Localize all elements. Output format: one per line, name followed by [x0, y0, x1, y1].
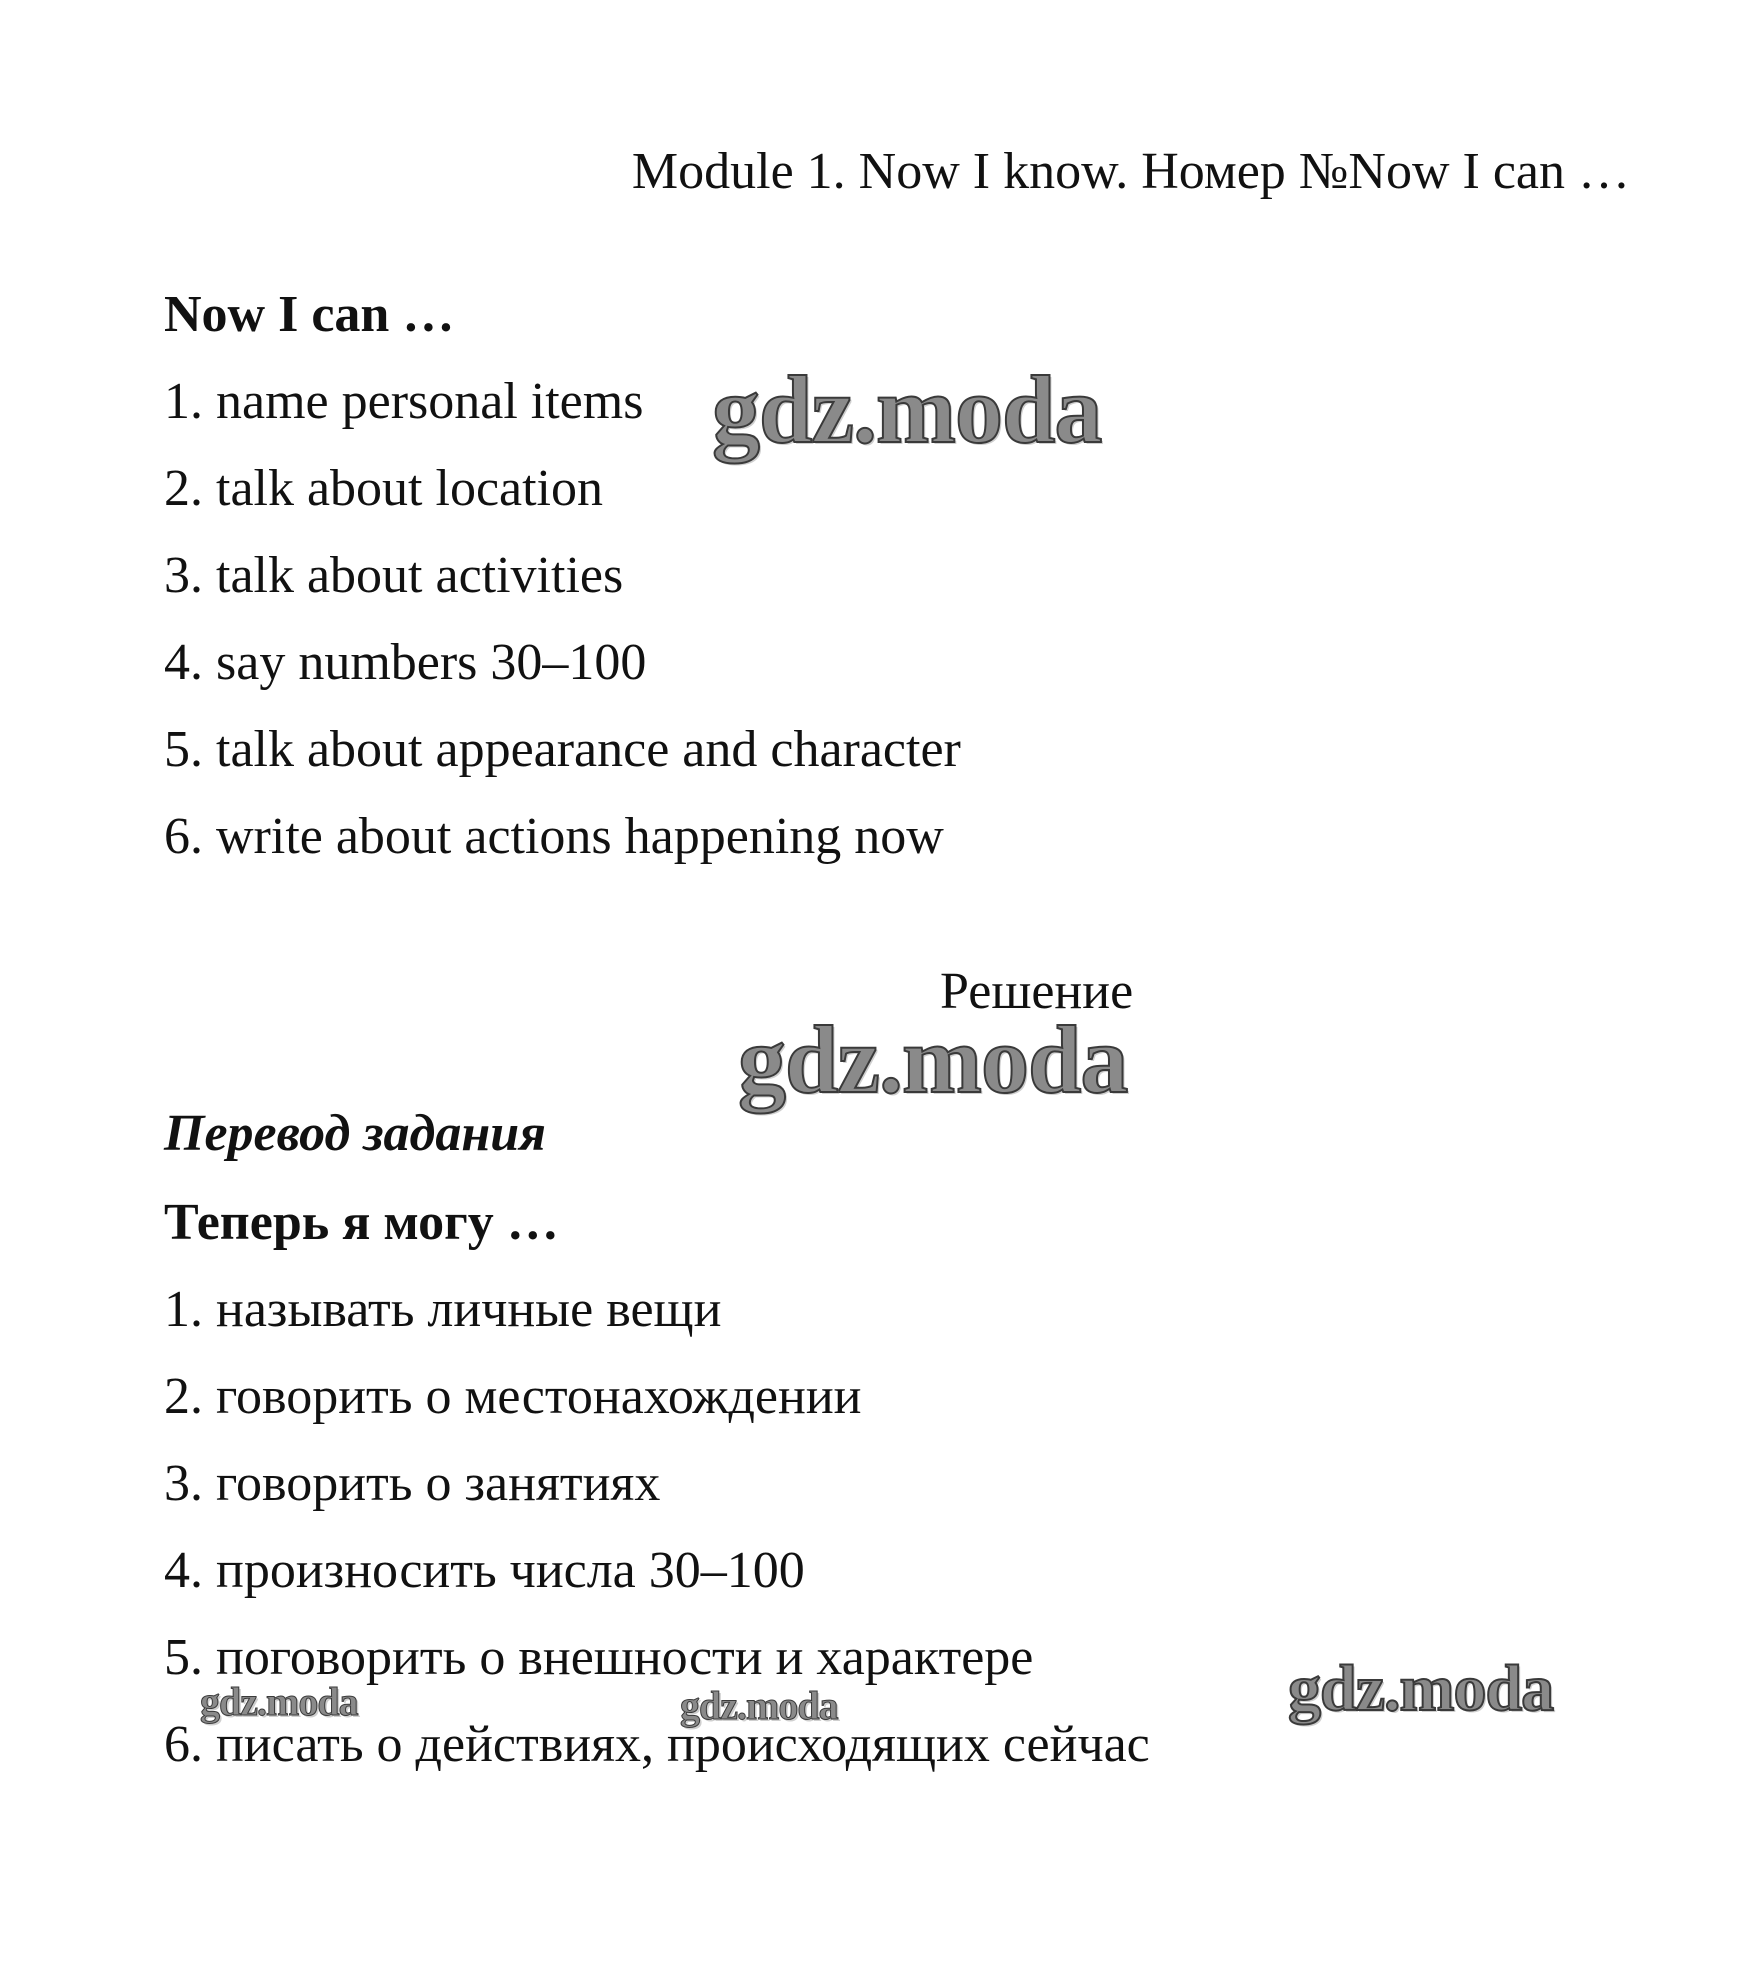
watermark: gdz.moda	[738, 1006, 1128, 1113]
list-item: 3. talk about activities	[164, 547, 624, 604]
list-item: 2. говорить о местонахождении	[164, 1368, 862, 1425]
list-item: 1. name personal items	[164, 373, 644, 430]
list-item: 1. называть личные вещи	[164, 1281, 722, 1338]
translation-section-title: Перевод задания	[164, 1105, 546, 1162]
list-item: 4. say numbers 30–100	[164, 634, 647, 691]
list-item: 3. говорить о занятиях	[164, 1455, 661, 1512]
page-header: Module 1. Now I know. Номер №Now I can …	[631, 143, 1630, 200]
watermark: gdz.moda	[200, 1679, 358, 1724]
watermark: gdz.moda	[680, 1683, 838, 1728]
watermark: gdz.moda	[712, 356, 1102, 463]
list-item: 5. поговорить о внешности и характере	[164, 1629, 1034, 1686]
list-item: 6. write about actions happening now	[164, 808, 944, 865]
task-heading: Now I can …	[164, 286, 455, 343]
list-item: 6. писать о действиях, происходящих сейчас	[164, 1716, 1150, 1773]
list-item: 5. talk about appearance and character	[164, 721, 961, 778]
translation-heading: Теперь я могу …	[164, 1194, 559, 1251]
solution-label: Решение	[940, 963, 1134, 1020]
list-item: 2. talk about location	[164, 460, 604, 517]
watermark: gdz.moda	[1288, 1652, 1554, 1725]
list-item: 4. произносить числа 30–100	[164, 1542, 805, 1599]
